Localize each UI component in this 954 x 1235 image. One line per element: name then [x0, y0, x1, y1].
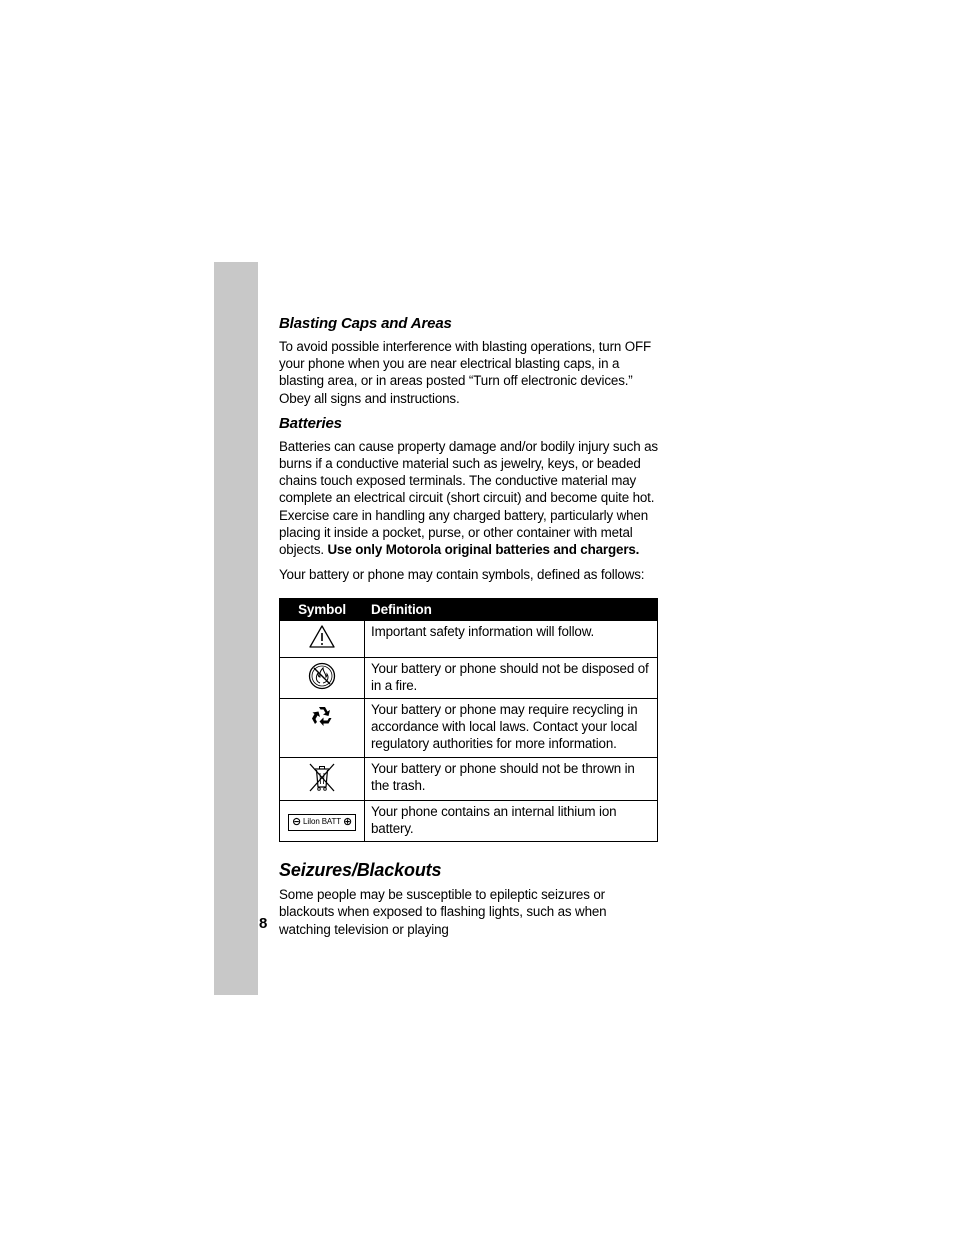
recycle-icon [310, 704, 334, 732]
symbol-cell [280, 800, 365, 841]
seizures-body: Some people may be susceptible to epileptic seizures or blackouts when exposed to flashing lights, such as when watching television or playing [279, 887, 607, 937]
table-row [280, 621, 658, 657]
no-fire-icon [307, 661, 337, 695]
symbol-cell [280, 757, 365, 800]
table-row [280, 800, 658, 841]
symbol-cell [280, 621, 365, 657]
page-content [279, 314, 659, 938]
definition-cell: Your battery or phone should not be thrown in the trash. [365, 757, 658, 800]
table-row [280, 657, 658, 698]
warning-triangle-icon [308, 624, 336, 653]
symbol-cell [280, 657, 365, 698]
batteries-body-warning: Use only Motorola original batteries and chargers. [327, 542, 640, 558]
table-row [280, 757, 658, 800]
table-row [280, 699, 658, 758]
side-tab-strip [214, 262, 258, 995]
liion-battery-icon [288, 814, 356, 830]
definition-column-header: Definition [365, 599, 658, 621]
seizures-heading: Seizures/Blackouts [279, 860, 442, 881]
symbol-cell [280, 699, 365, 758]
battery-label: LiIon BATT [303, 817, 341, 827]
batteries-body [279, 438, 659, 558]
definition-cell: Your battery or phone may require recycling in accordance with local laws. Contact your local regulatory authorities for more information. [365, 699, 658, 758]
symbols-intro: Your battery or phone may contain symbols, defined as follows: [279, 567, 645, 583]
symbol-table-header [280, 599, 658, 621]
definition-cell: Important safety information will follow. [365, 621, 658, 657]
symbol-column-header: Symbol [280, 599, 365, 621]
battery-plus-icon: ⊕ [342, 816, 353, 829]
battery-minus-icon: ⊖ [291, 816, 302, 829]
page-number: 8 [259, 915, 268, 932]
blasting-heading: Blasting Caps and Areas [279, 315, 452, 332]
definition-cell: Your battery or phone should not be disposed of in a fire. [365, 657, 658, 698]
blasting-body: To avoid possible interference with blasting operations, turn OFF your phone when you are near electrical blasting caps, in a blasting area, or in areas posted “Turn off electronic devices.” Obey all signs and instructions. [279, 339, 652, 406]
batteries-heading: Batteries [279, 414, 342, 432]
crossed-bin-icon [307, 761, 337, 797]
symbol-table [279, 598, 658, 842]
definition-cell: Your phone contains an internal lithium ion battery. [365, 800, 658, 841]
batteries-body-text: Batteries can cause property damage and/or bodily injury such as burns if a conductive material such as jewelry, keys, or beaded chains touch exposed terminals. The conductive material may complete an electrical circuit (short circuit) and become quite hot. Exercise care in handling any charged battery, particularly when placing it inside a pocket, purse, or other container with metal objects. [279, 438, 658, 558]
